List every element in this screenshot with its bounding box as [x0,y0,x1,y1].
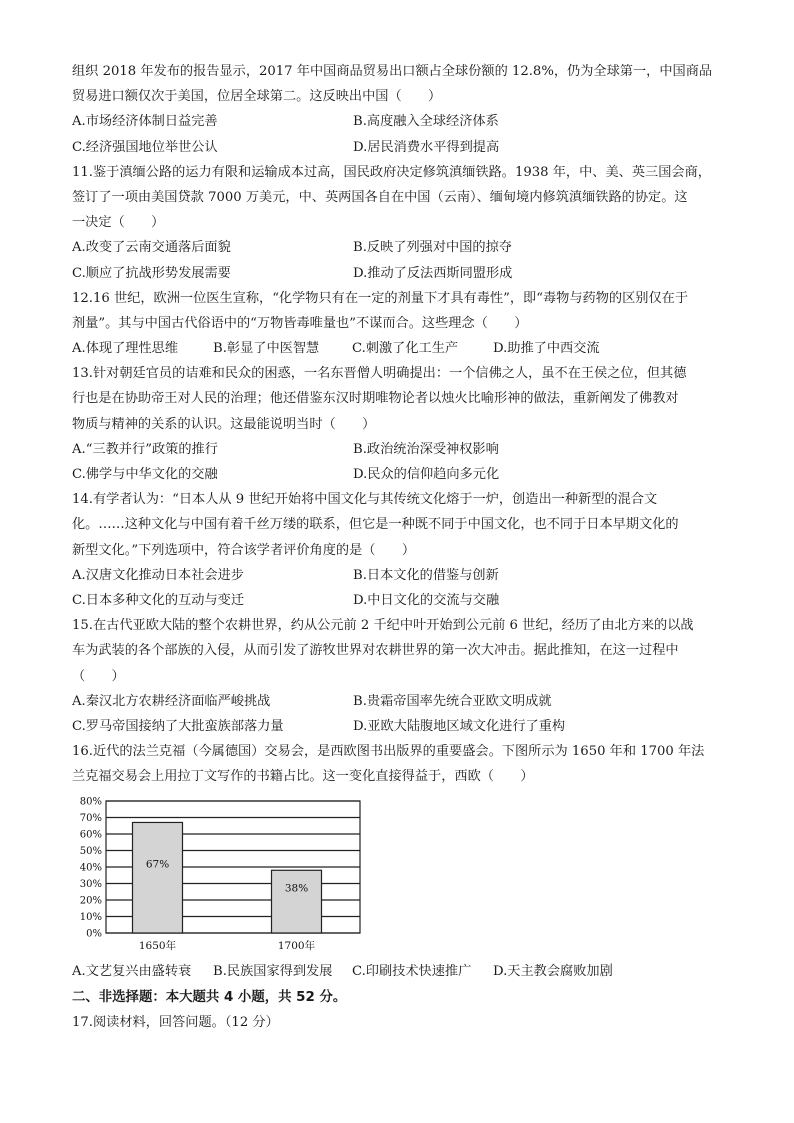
q17-stem-line1: 17.阅读材料，回答问题。（12 分） [72,1014,279,1030]
q13-option-d: D.民众的信仰趋向多元化 [353,467,500,482]
y-tick-label: 20% [79,895,102,907]
bar-value-label: 67% [145,859,170,872]
q12-stem-line1: 12.16 世纪，欧洲一位医生宣称，“化学物只有在一定的剂量下才具有毒性”，即“毒物与药物的区别仅在于 [72,290,689,306]
y-tick-label: 50% [79,846,102,858]
y-tick-label: 10% [79,912,102,924]
y-tick-label: 80% [79,796,102,808]
q15-option-b: B.贵霜帝国率先统合亚欧文明成就 [353,693,552,709]
exam-page [72,59,724,1035]
q10-options-row2 [72,135,724,160]
q14-stem-line3: 新型文化。”下列选项中，符合该学者评价角度的是（ ） [72,542,416,558]
q13-option-a: A.“三教并行”政策的推行 [72,441,218,457]
q16-stem-line2: 兰克福交易会上用拉丁文写作的书籍占比。这一变化直接得益于，西欧（ ） [72,769,534,785]
q15-option-c: C.罗马帝国接纳了大批蛮族部落力量 [72,718,284,734]
y-tick-label: 0% [86,928,102,940]
q15-option-a: A.秦汉北方农耕经济面临严峻挑战 [72,693,271,709]
q14-stem-line2: 化。……这种文化与中国有着千丝万缕的联系，但它是一种既不同于中国文化，也不同于日本早期文化的 [72,517,679,533]
q14-options-row2 [72,588,724,613]
q16-option-c: C.印刷技术快速推广 [352,964,472,980]
q10-option-d: D.居民消费水平得到提高 [353,139,500,155]
q10-stem-line2: 贸易进口额仅次于美国，位居全球第二。这反映出中国（ ） [72,89,442,105]
y-tick-label: 70% [79,813,102,825]
bar [272,871,322,934]
q15-stem-line1: 15.在古代亚欧大陆的整个农耕世界，约从公元前 2 千纪中叶开始到公元前 6 世纪，经历了由北方来的以战 [72,618,694,634]
q13-stem-line2: 行也是在协助帝王对人民的治理；他还借鉴东汉时期唯物论者以烛火比喻形神的做法，重新阐发了佛教对 [72,391,679,407]
q10-option-c: C.经济强国地位举世公认 [72,139,218,155]
q12-options-row [72,336,724,361]
q13-options-row1 [72,437,724,462]
q13-option-b: B.政治统治深受神权影响 [353,441,499,457]
q16-options-row [72,959,724,984]
q11-stem-line1: 11.鉴于滇缅公路的运力有限和运输成本过高，国民政府决定修筑滇缅铁路。1938 年，中、美、英三国会商， [72,164,711,180]
q15-option-d: D.亚欧大陆腹地区域文化进行了重构 [353,718,566,734]
q11-stem-line3: 一决定（ ） [72,215,165,231]
q15-stem-line2: 车为武装的各个部族的入侵，从而引发了游牧世界对农耕世界的第一次大冲击。据此推知，在这一过程中 [72,643,679,659]
q12-option-c: C.刺激了化工生产 [352,341,459,357]
q15-options-row2 [72,714,724,739]
q12-option-d: D.助推了中西交流 [493,341,600,357]
x-category-label: 1650年 [138,940,177,953]
y-tick-label: 60% [79,829,102,841]
q14-stem-line1: 14.有学者认为：“日本人从 9 世纪开始将中国文化与其传统文化熔于一炉，创造出一种新型的混合文 [72,492,658,508]
q12-option-a: A.体现了理性思维 [72,341,179,357]
bar-value-label: 38% [284,883,309,896]
q13-stem-line1: 13.针对朝廷官员的诘难和民众的困惑，一名东晋僧人明确提出：一个信佛之人，虽不在王侯之位，但其德 [72,366,687,382]
y-tick-label: 40% [79,862,102,874]
q11-option-b: B.反映了列强对中国的掠夺 [353,240,512,256]
q16-stem-line1: 16.近代的法兰克福（今属德国）交易会，是西欧图书出版界的重要盛会。下图所示为 1650 年和 1700 年法 [72,744,705,760]
q16-option-a: A.文艺复兴由盛转衰 [72,964,192,980]
q12-stem-line2: 剂量”。其与中国古代俗语中的“万物皆毒唯量也”不谋而合。这些理念（ ） [72,315,528,331]
q15-options-row1 [72,689,724,714]
q16-option-b: B.民族国家得到发展 [213,964,333,980]
q13-option-c: C.佛学与中华文化的交融 [72,467,218,482]
x-category-label: 1700年 [277,940,316,953]
q15-stem-line3: （ ） [72,668,125,684]
q11-options-row2 [72,261,724,286]
q16-option-d: D.天主教会腐败加剧 [493,964,613,980]
q11-option-a: A.改变了云南交通落后面貌 [72,240,231,256]
q11-options-row1 [72,235,724,260]
q10-stem-line1: 组织 2018 年发布的报告显示，2017 年中国商品贸易出口额占全球份额的 12.8%，仍为全球第一，中国商品 [72,64,713,79]
bar-chart-svg [72,793,372,955]
q14-option-d: D.中日文化的交流与交融 [353,592,500,608]
q11-stem-line2: 签订了一项由美国贷款 7000 万美元，中、英两国各自在中国（云南）、缅甸境内修筑滇缅铁路的协定。这 [72,189,688,205]
q10-options-row1 [72,109,724,134]
q14-option-c: C.日本多种文化的互动与变迁 [72,592,245,608]
bar [133,823,183,934]
q14-options-row1 [72,563,724,588]
q14-option-b: B.日本文化的借鉴与创新 [353,567,499,583]
q11-option-d: D.推动了反法西斯同盟形成 [353,265,513,281]
q13-stem-line3: 物质与精神的关系的认识。这最能说明当时（ ） [72,416,376,432]
y-tick-label: 30% [79,879,102,891]
q13-options-row2 [72,462,724,487]
q12-option-b: B.彰显了中医智慧 [213,341,320,357]
q11-option-c: C.顺应了抗战形势发展需要 [72,265,231,281]
q10-option-b: B.高度融入全球经济体系 [353,114,499,130]
q14-option-a: A.汉唐文化推动日本社会进步 [72,567,244,583]
section-heading: 二、非选择题：本大题共 4 小题，共 52 分。 [72,989,347,1005]
q10-option-a: A.市场经济体制日益完善 [72,114,218,130]
latin-books-chart [72,793,724,955]
